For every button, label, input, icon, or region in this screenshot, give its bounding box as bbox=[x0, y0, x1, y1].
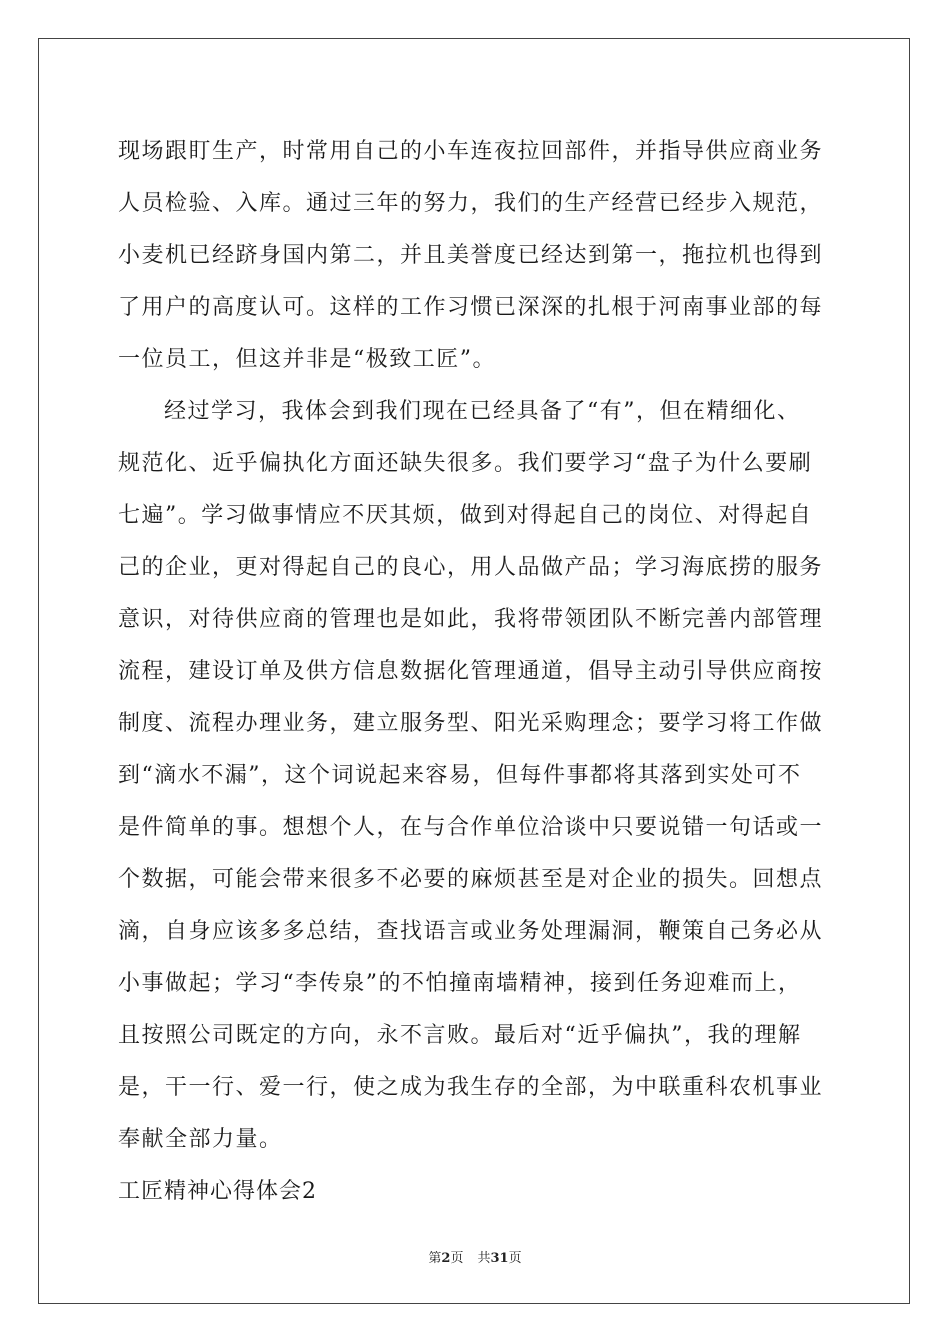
page-number: 2 bbox=[441, 1251, 451, 1266]
document-body bbox=[118, 126, 838, 1218]
text-line: 意识，对待供应商的管理也是如此，我将带领团队不断完善内部管理 bbox=[118, 607, 824, 632]
text-line: 人员检验、入库。通过三年的努力，我们的生产经营已经步入规范， bbox=[118, 191, 824, 216]
text-line: 个数据，可能会带来很多不必要的麻烦甚至是对企业的损失。回想点 bbox=[118, 867, 824, 892]
text-line: 是，干一行、爱一行，使之成为我生存的全部，为中联重科农机事业 bbox=[118, 1075, 824, 1100]
text-line: 流程，建设订单及供方信息数据化管理通道，倡导主动引导供应商按 bbox=[118, 659, 824, 684]
text-line: 小事做起；学习“李传泉”的不怕撞南墙精神，接到任务迎难而上， bbox=[118, 971, 802, 996]
text-line: 且按照公司既定的方向，永不言败。最后对“近乎偏执”，我的理解 bbox=[118, 1023, 802, 1048]
text-line: 了用户的高度认可。这样的工作习惯已深深的扎根于河南事业部的每 bbox=[118, 295, 824, 320]
total-suffix: 页 bbox=[508, 1251, 522, 1266]
text-line: 规范化、近乎偏执化方面还缺失很多。我们要学习“盘子为什么要刷 bbox=[118, 451, 813, 476]
total-pages: 31 bbox=[490, 1251, 509, 1266]
text-line: 到“滴水不漏”，这个词说起来容易，但每件事都将其落到实处可不 bbox=[118, 763, 802, 788]
section-heading: 工匠精神心得体会2 bbox=[118, 1179, 317, 1204]
text-line: 己的企业，更对得起自己的良心，用人品做产品；学习海底捞的服务 bbox=[118, 555, 824, 580]
page-footer bbox=[0, 1247, 950, 1266]
text-line: 奉献全部力量。 bbox=[118, 1127, 283, 1152]
text-line: 一位员工，但这并非是“极致工匠”。 bbox=[118, 347, 496, 372]
text-line: 七遍”。学习做事情应不厌其烦，做到对得起自己的岗位、对得起自 bbox=[118, 503, 813, 528]
text-line: 现场跟盯生产，时常用自己的小车连夜拉回部件，并指导供应商业务 bbox=[118, 139, 824, 164]
text-line: 制度、流程办理业务，建立服务型、阳光采购理念；要学习将工作做 bbox=[118, 711, 824, 736]
paragraph-first-line: 经过学习，我体会到我们现在已经具备了“有”，但在精细化、 bbox=[164, 399, 801, 424]
page-suffix: 页 bbox=[450, 1251, 464, 1266]
text-line: 是件简单的事。想想个人，在与合作单位洽谈中只要说错一句话或一 bbox=[118, 815, 824, 840]
text-line: 滴，自身应该多多总结，查找语言或业务处理漏洞，鞭策自己务必从 bbox=[118, 919, 824, 944]
text-line: 小麦机已经跻身国内第二，并且美誉度已经达到第一，拖拉机也得到 bbox=[118, 243, 824, 268]
page-prefix: 第 bbox=[428, 1251, 442, 1266]
total-prefix: 共 bbox=[477, 1251, 491, 1266]
